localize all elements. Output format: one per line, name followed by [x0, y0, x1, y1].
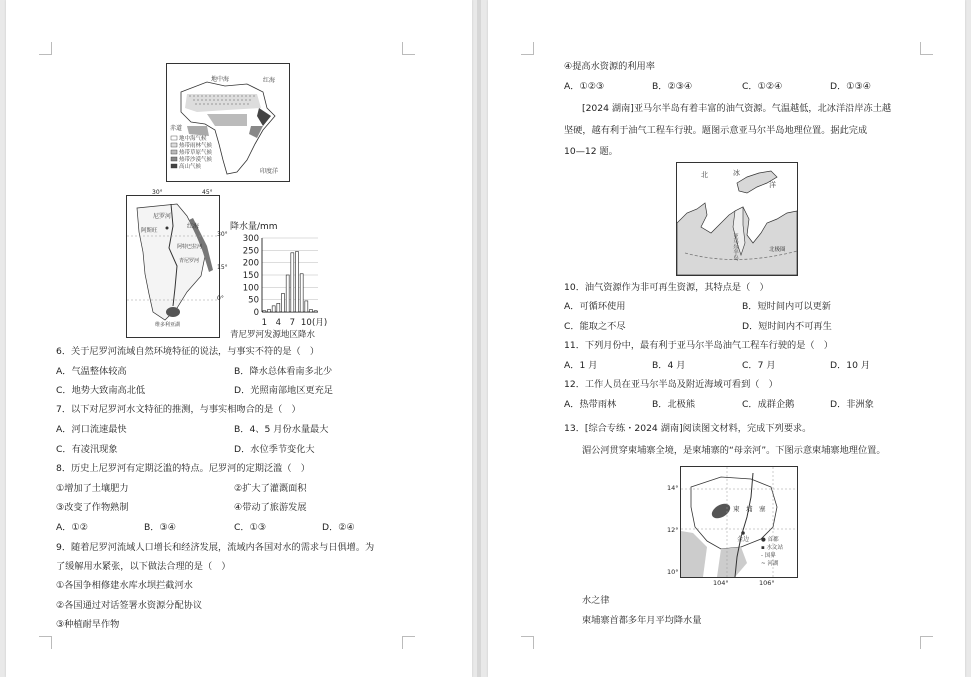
blue-nile-label: 青尼罗河 — [179, 258, 200, 264]
q12-option-d[interactable]: D．非洲象 — [830, 399, 874, 410]
q11-stem: 11．下列月份中，最有利于亚马尔半岛油气工程车行驶的是（ ） — [564, 340, 833, 351]
q9-item-3: ③种植耐旱作物 — [56, 619, 120, 630]
bar-month-12 — [314, 311, 317, 312]
bar-month-4 — [277, 303, 280, 312]
indian-ocean-label: 印度洋 — [260, 168, 279, 175]
bar-month-1 — [263, 311, 266, 312]
legend-item-3: 热带草原气候 — [179, 150, 213, 156]
bar-month-5 — [282, 294, 285, 313]
lon-label-45: 45° — [202, 189, 213, 196]
q7-option-d[interactable]: D．水位季节变化大 — [234, 444, 315, 455]
q6-option-a[interactable]: A．气温整体较高 — [56, 366, 127, 377]
q10-option-d[interactable]: D．短时间内不可再生 — [742, 321, 832, 332]
precipitation-chart — [224, 218, 340, 342]
x-tick-label: 7 — [289, 318, 296, 328]
lon-106-label: 106° — [759, 579, 775, 587]
map1-legend — [171, 134, 213, 170]
q6-option-b[interactable]: B．降水总体看南多北少 — [234, 366, 333, 377]
map4-legend-2: ▪ 水文站 — [761, 545, 783, 551]
crop-mark — [39, 42, 52, 55]
bar-month-2 — [268, 310, 271, 312]
q8-item-4: ④带动了旅游发展 — [234, 502, 307, 513]
q9-option-b[interactable]: B．②③④ — [652, 81, 693, 92]
q12-option-b[interactable]: B．北极熊 — [652, 399, 696, 410]
bar-month-9 — [300, 274, 303, 312]
chart-ylabel: 降水量/mm — [230, 222, 278, 232]
q8-item-3: ③改变了作物熟制 — [56, 502, 129, 513]
lat-label-30: 30° — [217, 231, 228, 238]
arctic-circle-label: 北极圈 — [769, 247, 786, 253]
legend-item-5: 高山气候 — [179, 164, 202, 170]
lat-label-0: 0° — [217, 295, 224, 302]
y-tick-label: 0 — [253, 308, 259, 318]
y-tick-label: 200 — [242, 258, 259, 269]
right-page — [488, 0, 965, 677]
lat-label-15: 15° — [217, 264, 228, 271]
x-tick-label: 1 — [261, 318, 268, 328]
q11-option-d[interactable]: D．10 月 — [830, 360, 871, 371]
q9-item-2: ②各国通过对话签署水资源分配协议 — [56, 600, 203, 611]
bar-month-7 — [291, 253, 294, 312]
lon-104-label: 104° — [713, 579, 729, 587]
lat-12-label: 12° — [667, 526, 679, 534]
intro-line2: 坚硬，越有利于油气工程车行驶。题图示意亚马尔半岛地理位置。据此完成 — [564, 125, 868, 136]
q8-stem: 8．历史上尼罗河有定期泛滥的特点。尼罗河的定期泛滥（ ） — [56, 463, 310, 474]
yamal-peninsula-map — [676, 162, 798, 276]
ocean-label: 洋 — [769, 181, 776, 189]
map4-legend-3: - 国界 — [761, 553, 776, 559]
q6-stem: 6．关于尼罗河流域自然环境特征的说法，与事实不符的是（ ） — [56, 346, 320, 357]
q12-option-c[interactable]: C．成群企鹅 — [742, 399, 795, 410]
intro-line1: [2024 湖南]亚马尔半岛有着丰富的油气资源。气温越低，北冰洋沿岸冻土越 — [582, 103, 892, 114]
q7-option-a[interactable]: A．河口流速最快 — [56, 424, 127, 435]
map4-legend-4: ~ 河湖 — [761, 561, 779, 567]
north-label: 北 — [701, 171, 708, 179]
section-title: 水之律 — [582, 595, 610, 606]
q8-option-c[interactable]: C．①③ — [234, 522, 267, 533]
q10-stem: 10．油气资源作为非可再生资源，其特点是（ ） — [564, 282, 769, 293]
q9-option-a[interactable]: A．①②③ — [564, 81, 605, 92]
y-tick-label: 100 — [242, 283, 259, 294]
africa-climate-map — [166, 63, 290, 182]
q10-option-b[interactable]: B．短时间内可以更新 — [742, 301, 831, 312]
x-tick-label: 10 — [300, 318, 312, 328]
map4-legend-1: ● 首都 — [761, 537, 779, 543]
cambodia-label: 柬 埔 寨 — [733, 505, 766, 513]
subsection-title: 柬埔寨首都多年月平均降水量 — [582, 615, 702, 626]
legend-item-4: 热带沙漠气候 — [179, 157, 213, 163]
q8-option-d[interactable]: D．②④ — [322, 522, 355, 533]
q10-option-c[interactable]: C．能取之不尽 — [564, 321, 626, 332]
q11-option-c[interactable]: C．7 月 — [742, 360, 776, 371]
bar-month-6 — [286, 275, 289, 312]
crop-mark — [521, 42, 534, 55]
y-tick-label: 150 — [242, 271, 259, 281]
red-sea-label-2: 红海 — [187, 223, 200, 230]
bar-month-8 — [296, 252, 299, 312]
q9-item-1: ①各国争相修建水库水坝拦截河水 — [56, 580, 193, 591]
left-page — [6, 0, 472, 677]
q8-item-1: ①增加了土壤肥力 — [56, 483, 129, 494]
q13-line2: 湄公河贯穿柬埔寨全境，是柬埔寨的“母亲河”。下图示意柬埔寨地理位置。 — [582, 445, 886, 456]
q10-option-a[interactable]: A．可循环使用 — [564, 301, 626, 312]
intro-line3: 10—12 题。 — [564, 146, 618, 157]
x-tick-label: 4 — [275, 318, 282, 328]
chart-xunit: (月) — [312, 318, 328, 328]
q8-item-2: ②扩大了灌溉面积 — [234, 483, 307, 494]
crop-mark — [39, 636, 52, 649]
page-gutter — [477, 0, 481, 677]
chart-caption: 青尼罗河发源地区降水 — [230, 330, 316, 340]
yamal-label: 亚马尔半岛 — [732, 233, 738, 261]
q7-stem: 7．以下对尼罗河水文特征的推测，与事实相吻合的是（ ） — [56, 404, 301, 415]
phnom-penh-label: 金边 — [737, 536, 750, 543]
lon-label-30: 30° — [152, 189, 163, 196]
mediterranean-label: 地中海 — [211, 76, 230, 83]
crop-mark — [402, 42, 415, 55]
legend-item-2: 热带雨林气候 — [179, 143, 213, 149]
red-sea-label: 红海 — [263, 77, 276, 84]
legend-item-1: 地中海气候 — [179, 136, 207, 142]
q7-option-c[interactable]: C．有凌汛现象 — [56, 444, 118, 455]
q9-option-c[interactable]: C．①②④ — [742, 81, 783, 92]
lake-victoria-label: 维多利亚湖 — [155, 322, 181, 328]
bar-month-3 — [272, 306, 275, 312]
q12-stem: 12．工作人员在亚马尔半岛及附近海域可看到（ ） — [564, 379, 778, 390]
q8-option-b[interactable]: B．③④ — [144, 522, 176, 533]
nile-label: 尼罗河 — [153, 213, 172, 220]
y-tick-label: 250 — [242, 246, 259, 257]
equator-label: 赤道 — [170, 125, 183, 132]
nile-basin-map — [126, 195, 220, 338]
q12-option-a[interactable]: A．热带雨林 — [564, 399, 617, 410]
crop-mark — [920, 42, 933, 55]
crop-mark — [402, 636, 415, 649]
q9-item-4: ④提高水资源的利用率 — [564, 61, 655, 72]
q9-stem-line2: 了缓解用水紧张，以下做法合理的是（ ） — [56, 561, 231, 572]
crop-mark — [920, 636, 933, 649]
crop-mark — [521, 636, 534, 649]
ice-label: 冰 — [733, 169, 740, 177]
q11-option-b[interactable]: B．4 月 — [652, 360, 686, 371]
q9-option-d[interactable]: D．①③④ — [830, 81, 871, 92]
y-tick-label: 50 — [248, 295, 259, 306]
q9-stem-line1: 9．随着尼罗河流域人口增长和经济发展，流域内各国对水的需求与日俱增。为 — [56, 542, 375, 553]
q6-option-d[interactable]: D．光照南部地区更充足 — [234, 385, 333, 396]
bar-month-11 — [310, 310, 313, 312]
bar-month-10 — [305, 301, 308, 312]
lat-10-label: 10° — [667, 568, 679, 576]
aswan-label: 阿斯旺 — [141, 228, 158, 234]
cambodia-map — [680, 466, 798, 578]
q11-option-a[interactable]: A．1 月 — [564, 360, 598, 371]
lat-14-label: 14° — [667, 484, 679, 492]
q6-option-c[interactable]: C．地势大致南高北低 — [56, 385, 146, 396]
y-tick-label: 300 — [242, 234, 259, 244]
q8-option-a[interactable]: A．①② — [56, 522, 88, 533]
q13-stem: 13．[综合专练・2024 湖南]阅读图文材料，完成下列要求。 — [564, 423, 812, 434]
atbara-label: 阿特巴拉河 — [177, 244, 203, 250]
q7-option-b[interactable]: B．4、5 月份水量最大 — [234, 424, 329, 435]
